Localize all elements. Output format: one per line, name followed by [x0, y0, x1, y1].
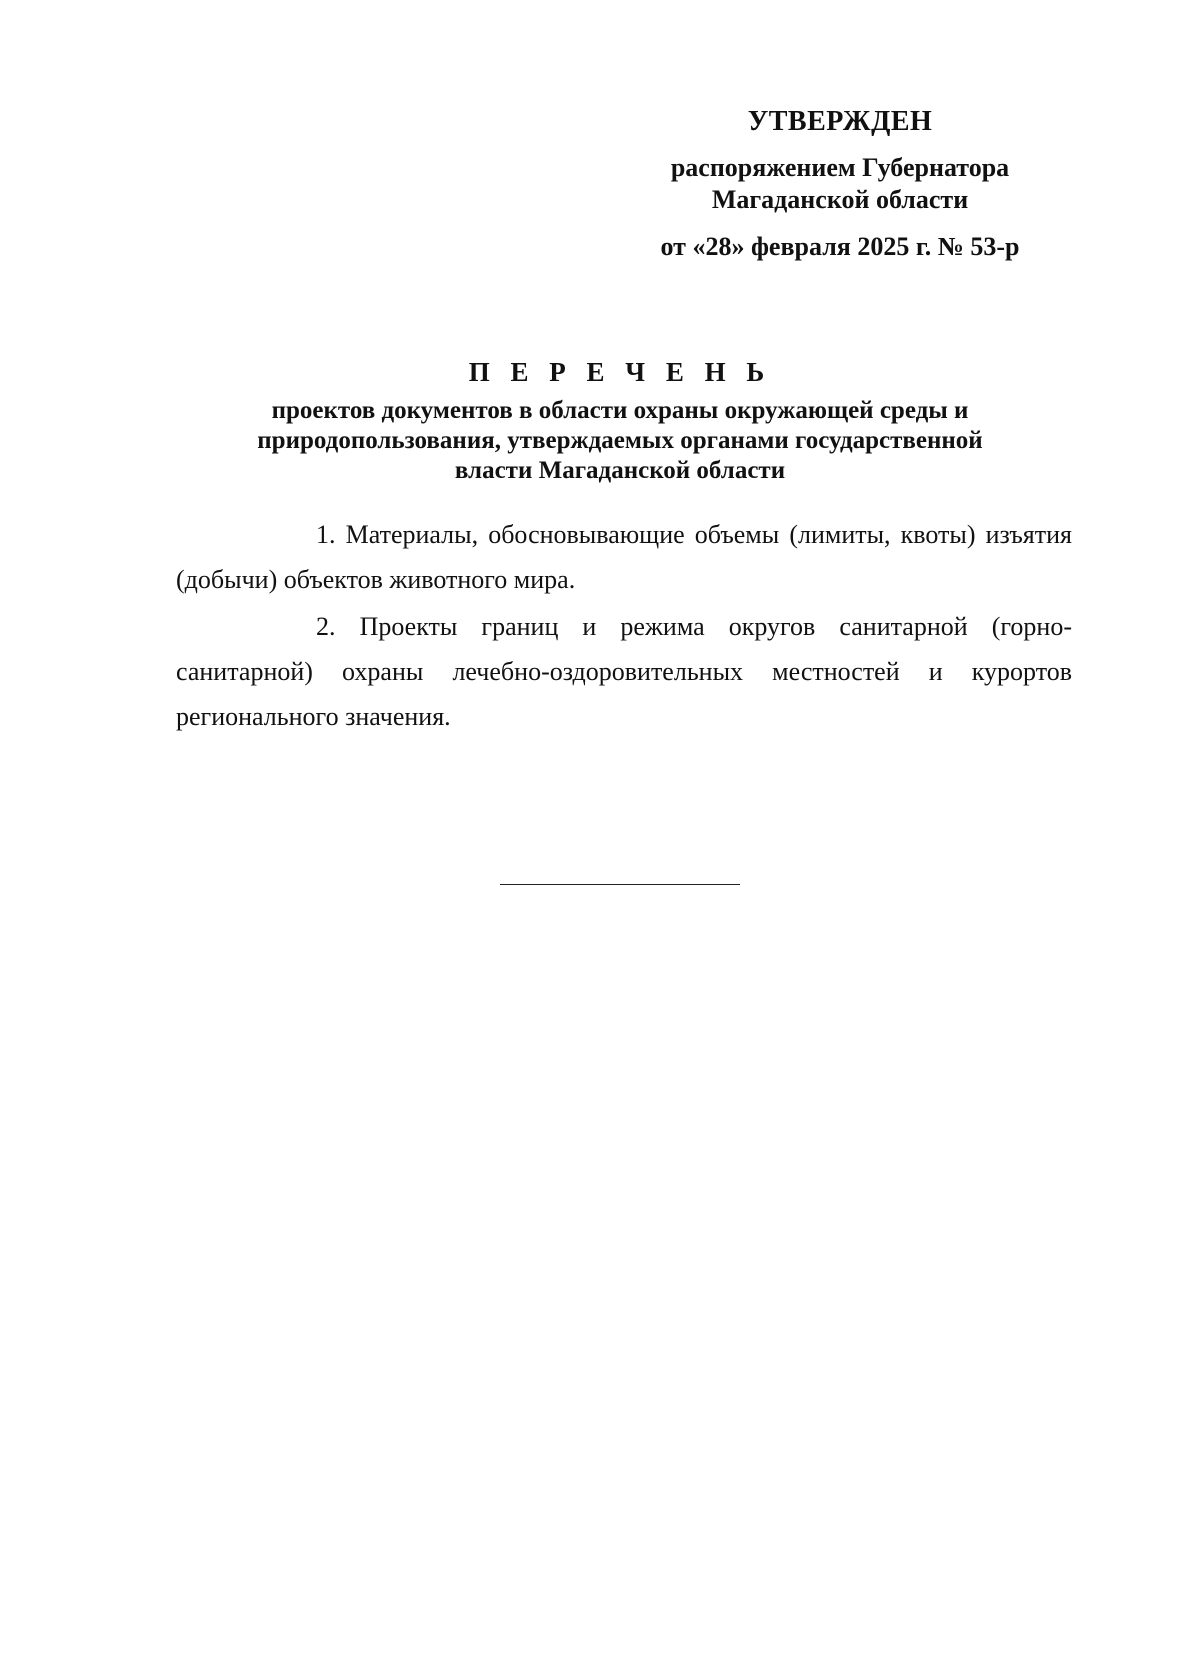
document-subtitle	[170, 396, 1070, 486]
approval-date: от «28» февраля 2025 г. № 53-р	[660, 232, 1020, 261]
approval-authority-line-2: Магаданской области	[711, 185, 969, 214]
approval-authority-line-1: распоряжением Губернатора	[670, 153, 1010, 182]
document-list	[176, 512, 1072, 741]
list-item	[176, 512, 1072, 602]
list-item	[176, 604, 1072, 739]
document-title: П Е Р Е Ч Е Н Ь	[468, 357, 772, 387]
list-item-text: Проекты границ и режима округов санитарной (горно-санитарной) охраны лечебно-оздоровительных местностей и курортов регионального значения.	[176, 612, 1072, 731]
approval-authority	[620, 152, 1060, 216]
document-subtitle-line-3: власти Магаданской области	[454, 457, 786, 484]
list-item-number: 1.	[316, 520, 336, 549]
document-subtitle-line-2: природопользования, утверждаемых органами государственной	[257, 427, 983, 454]
approval-block	[620, 104, 1060, 264]
document-subtitle-line-1: проектов документов в области охраны окружающей среды и	[271, 397, 969, 424]
document-title-block	[170, 354, 1070, 486]
list-item-text: Материалы, обосновывающие объемы (лимиты, квоты) изъятия (добычи) объектов животного мира.	[176, 520, 1072, 594]
list-item-number: 2.	[316, 612, 336, 641]
closing-divider	[500, 884, 740, 885]
approval-heading: УТВЕРЖДЕН	[747, 106, 933, 137]
